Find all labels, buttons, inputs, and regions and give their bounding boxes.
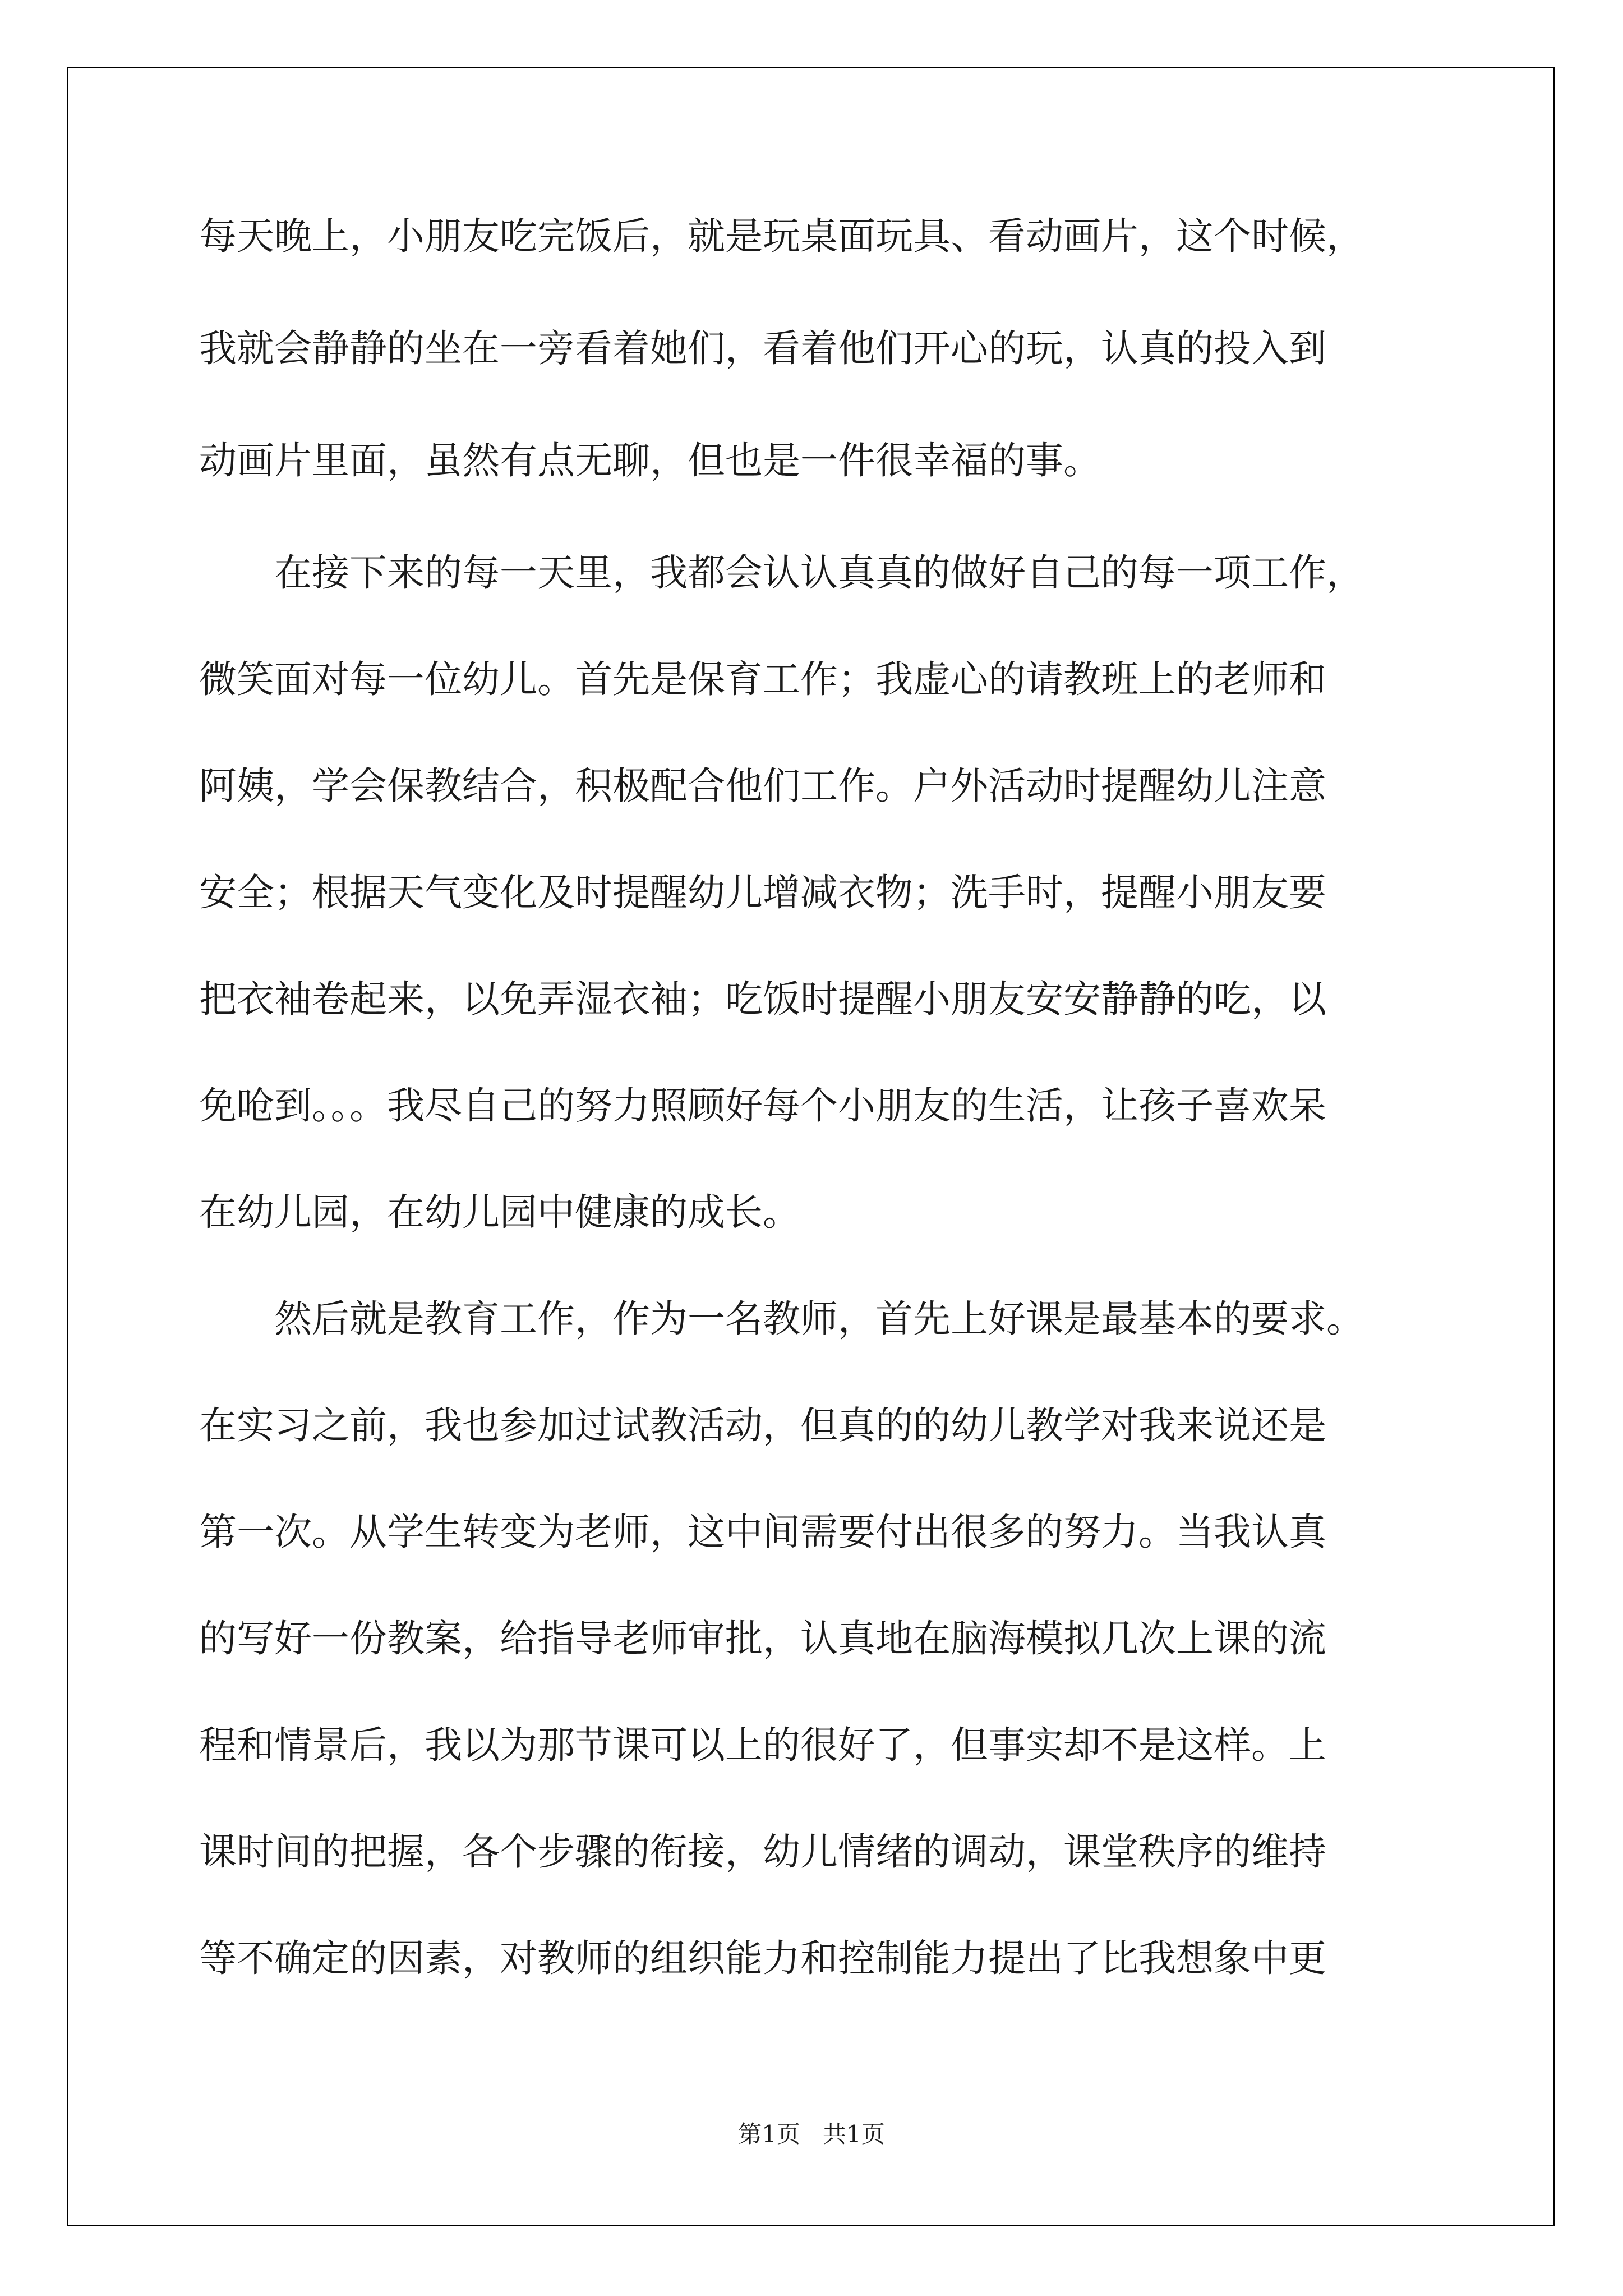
page-border — [67, 67, 1555, 2226]
text-line: 程和情景后，我以为那节课可以上的很好了，但事实却不是这样。上 — [199, 1723, 1326, 1767]
text-line: 在幼儿园，在幼儿园中健康的成长。 — [199, 1190, 800, 1234]
text-line: 每天晚上，小朋友吃完饭后，就是玩桌面玩具、看动画片，这个时候， — [199, 214, 1364, 258]
text-line: 安全；根据天气变化及时提醒幼儿增减衣物；洗手时，提醒小朋友要 — [199, 871, 1326, 914]
paragraph-start-line: 在接下来的每一天里，我都会认认真真的做好自己的每一项工作， — [274, 551, 1364, 595]
text-line: 阿姨，学会保教结合，积极配合他们工作。户外活动时提醒幼儿注意 — [199, 764, 1326, 808]
text-line: 微笑面对每一位幼儿。首先是保育工作；我虚心的请教班上的老师和 — [199, 657, 1326, 701]
text-line: 免呛到。。。我尽自己的努力照顾好每个小朋友的生活，让孩子喜欢呆 — [199, 1084, 1326, 1128]
text-line: 等不确定的因素，对教师的组织能力和控制能力提出了比我想象中更 — [199, 1936, 1326, 1980]
text-line: 的写好一份教案，给指导老师审批，认真地在脑海模拟几次上课的流 — [199, 1617, 1326, 1660]
page-footer: 第1页 共1页 — [738, 2120, 885, 2148]
text-line: 课时间的把握，各个步骤的衔接，幼儿情绪的调动，课堂秩序的维持 — [199, 1830, 1326, 1874]
text-line: 把衣袖卷起来，以免弄湿衣袖；吃饭时提醒小朋友安安静静的吃，以 — [199, 977, 1326, 1021]
text-line: 我就会静静的坐在一旁看着她们，看着他们开心的玩，认真的投入到 — [199, 326, 1326, 370]
text-line: 动画片里面，虽然有点无聊，但也是一件很幸福的事。 — [199, 439, 1101, 482]
text-line: 在实习之前，我也参加过试教活动，但真的的幼儿教学对我来说还是 — [199, 1404, 1326, 1447]
text-line: 第一次。从学生转变为老师，这中间需要付出很多的努力。当我认真 — [199, 1510, 1326, 1554]
paragraph-start-line: 然后就是教育工作，作为一名教师，首先上好课是最基本的要求。 — [274, 1297, 1364, 1341]
